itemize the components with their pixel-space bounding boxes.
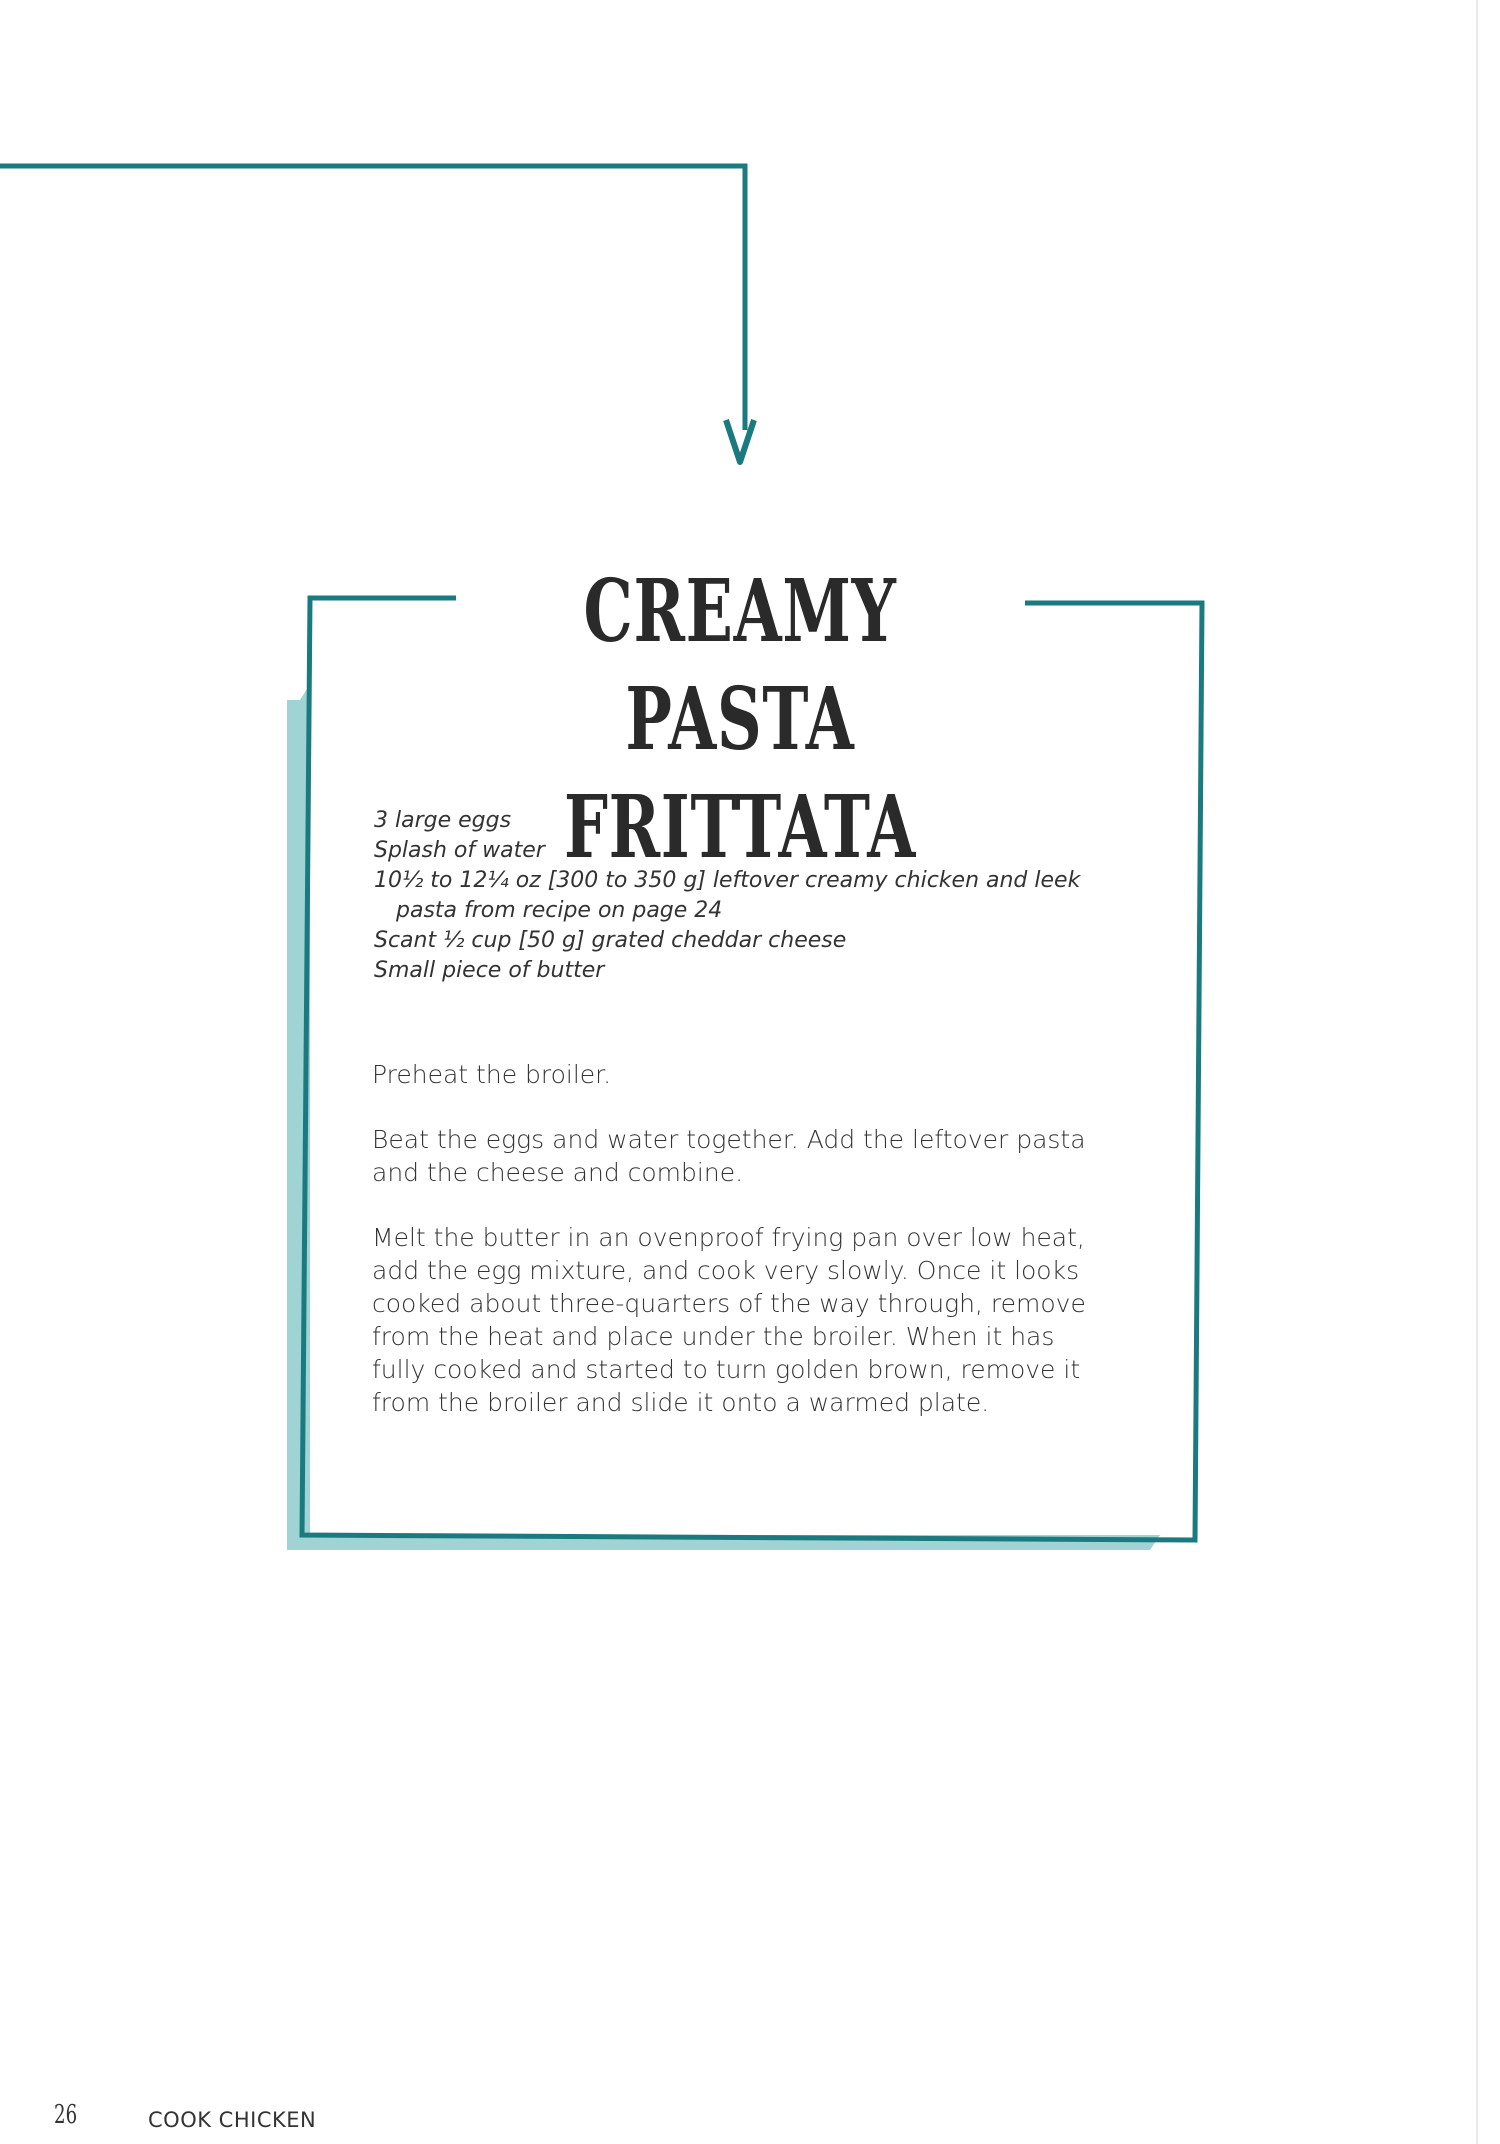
method-step: Melt the butter in an ovenproof frying pan over low heat, add the egg mixture, and cook very slowly. Once it looks cooked about three-quarters of the way through, remove from the heat and place under the broiler. When it has fully cooked and started to turn golden brown, remove it from the broiler and slide it onto a warmed plate.	[372, 1223, 1086, 1417]
ingredient-item: Splash of water	[374, 838, 545, 863]
section-name: COOK CHICKEN	[148, 2108, 317, 2132]
ingredient-list	[374, 806, 1134, 986]
method-step: Preheat the broiler.	[372, 1060, 612, 1089]
ingredient-item: 10½ to 12¼ oz [300 to 350 g] leftover creamy chicken and leek pasta from recipe on page 24	[374, 868, 1081, 923]
method-step: Beat the eggs and water together. Add the leftover pasta and the cheese and combine.	[372, 1125, 1086, 1187]
ingredient-item: Small piece of butter	[374, 958, 605, 983]
method-steps	[372, 1058, 1112, 1451]
recipe-title-line1: CREAMY PASTA	[583, 560, 897, 770]
arrow-head-icon	[726, 420, 754, 462]
ingredient-item: 3 large eggs	[374, 808, 512, 833]
recipe-title-line2: FRITTATA	[563, 776, 917, 878]
connector-line	[0, 166, 745, 430]
page-number: 26	[54, 2100, 78, 2130]
ingredient-item: Scant ½ cup [50 g] grated cheddar cheese	[374, 928, 847, 953]
